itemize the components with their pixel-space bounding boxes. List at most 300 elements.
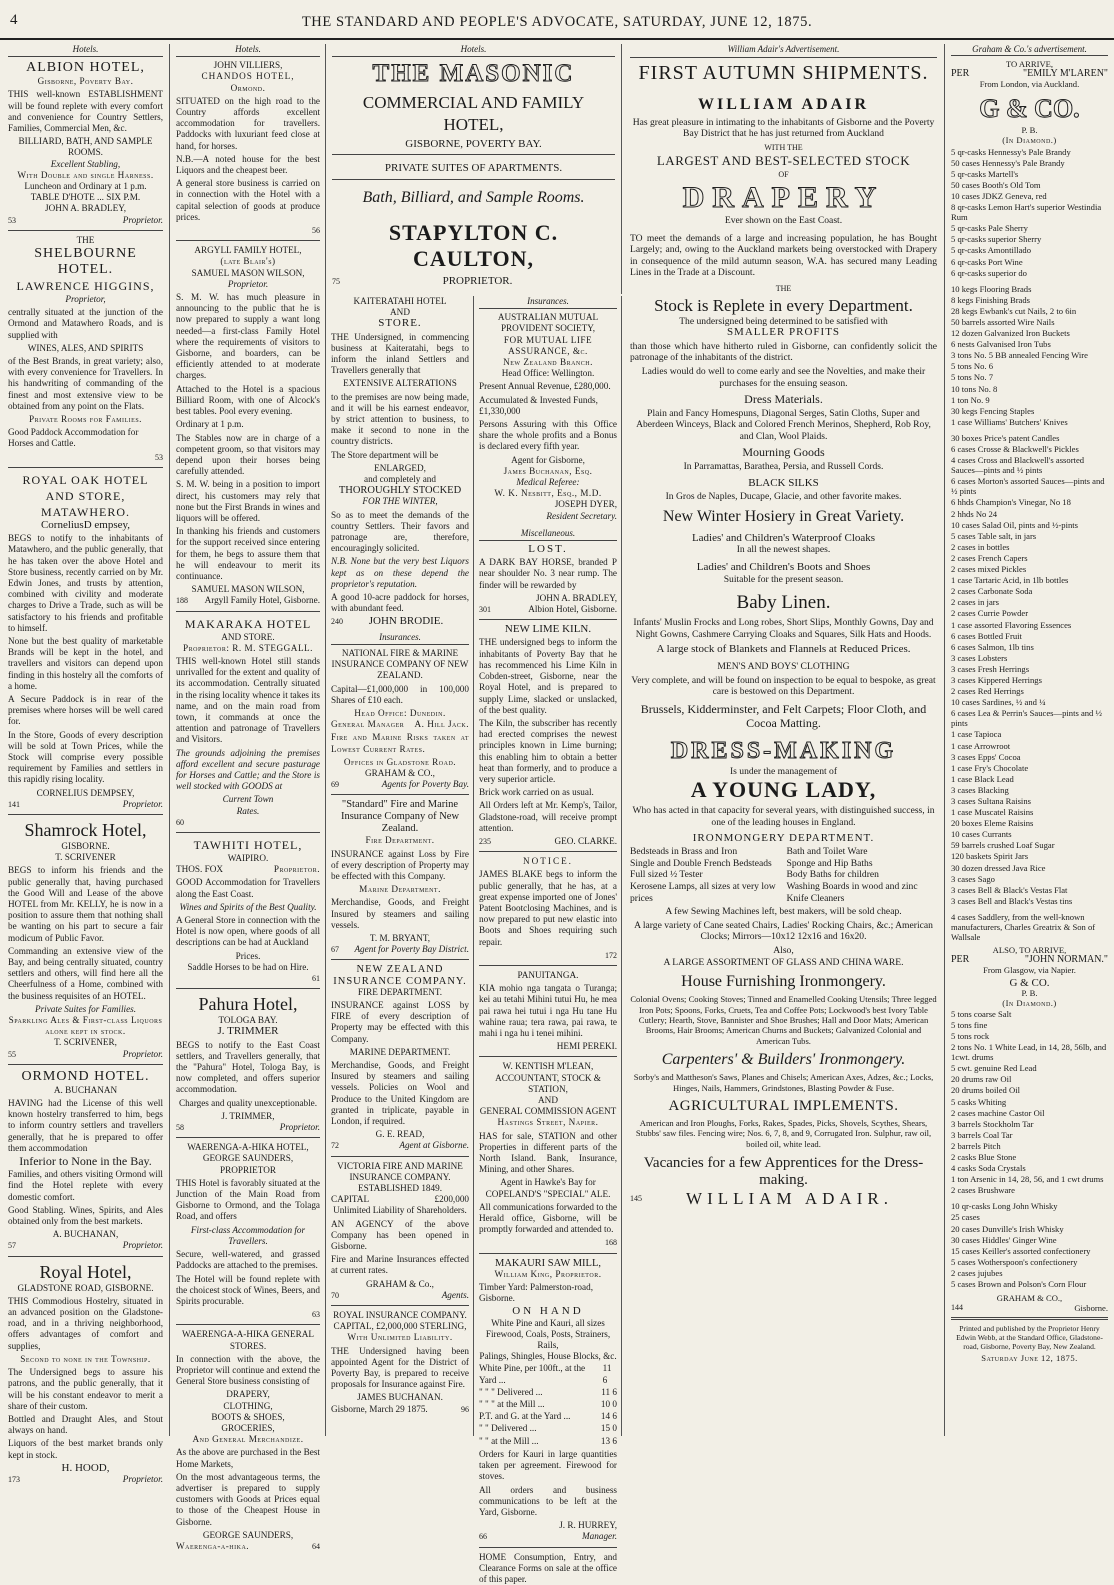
list-item: 2 cases Brushware bbox=[951, 1185, 1015, 1196]
list-item: 10 cases Sardines, ½ and ¼ bbox=[951, 697, 1046, 708]
ad-and-store: AND STORE. bbox=[221, 631, 275, 642]
price-s: 10 bbox=[600, 1399, 611, 1410]
ad-title: VICTORIA FIRE AND MARINE INSURANCE COMPANY. bbox=[337, 1160, 463, 1182]
ad-stocked: THOROUGHLY STOCKED bbox=[338, 485, 462, 497]
kaiteratahi-hotel-ad bbox=[331, 296, 469, 628]
mens-clothing: MEN'S AND BOYS' CLOTHING bbox=[717, 661, 850, 672]
royal-hotel-ad bbox=[8, 1261, 163, 1485]
nz-insurance-ad bbox=[331, 964, 469, 1151]
ad-subtitle: ACCOUNTANT, STOCK & STATION, bbox=[495, 1072, 601, 1094]
ad-lunch: Luncheon and Ordinary at 1 p.m. bbox=[24, 181, 147, 192]
ad-title: W. KENTISH M'LEAN, bbox=[502, 1061, 594, 1072]
ad-dept: FIRE DEPARTMENT. bbox=[357, 986, 443, 997]
ad-owner: A. BUCHANAN bbox=[53, 1084, 118, 1095]
replete: Stock is Replete in every Department. bbox=[654, 295, 913, 315]
list-item: 1 ton Arsenic in 14, 28, 56, and 1 cwt drums bbox=[951, 1174, 1104, 1185]
list-item: 5 qr-casks Martell's bbox=[951, 168, 1019, 179]
amp-society-ad bbox=[479, 312, 617, 522]
ad-item: DRAPERY, bbox=[226, 1389, 270, 1400]
agricultural-list: American and Iron Ploughs, Forks, Rakes, Spades, Picks, Shovels, Scythes, Shears, Stubbs' saw files. Fencing wire; Nos. 6, 7, 8, and 9, Corrugated Iron. Sulphur, raw oil, boiled oil, white lead. bbox=[635, 1117, 932, 1149]
ad-body: Orders for Kauri in large quantities taken per agreement. Firewood for stoves. bbox=[479, 1448, 617, 1482]
list-item: 2 cases Red Herrings bbox=[951, 686, 1024, 697]
ad-number: 72 bbox=[331, 1141, 339, 1151]
ad-body-2: Commanding an extensive view of the Bay, and being centrally situated, country settlers and others, will find here all the Cheerfulness of a Home, combined with the business requisites of an HOTEL. bbox=[8, 945, 163, 1001]
ad-wines: Wines and Spirits of the Best Quality. bbox=[179, 901, 317, 912]
carpenters-heading: Carpenters' & Builders' Ironmongery. bbox=[661, 1051, 906, 1069]
imprint-date: Saturday June 12, 1875. bbox=[981, 1353, 1078, 1364]
ad-agent: T. M. BRYANT, bbox=[369, 932, 431, 943]
list-item: Body Baths for children bbox=[786, 869, 879, 881]
ad-agent: GRAHAM & Co., bbox=[366, 1278, 434, 1289]
ad-owner: GEORGE SAUNDERS, PROPRIETOR bbox=[202, 1153, 294, 1175]
agricultural-heading: AGRICULTURAL IMPLEMENTS. bbox=[668, 1097, 899, 1114]
list-item: 5 qr-casks Hennessy's Pale Brandy bbox=[951, 146, 1071, 157]
price-desc: " " " at the Mill ... bbox=[479, 1399, 545, 1410]
victoria-insurance-ad bbox=[331, 1161, 469, 1301]
ad-body-2: to the premises are now being made, and it will be his earnest endeavor, by strict attention to business, to make it second to none in the country districts. bbox=[331, 391, 469, 447]
ad-proprietor: GEO. CLARKE. bbox=[554, 835, 617, 846]
ad-agent: GRAHAM & CO., bbox=[365, 767, 435, 778]
argyll-hotel-ad bbox=[176, 245, 320, 606]
carpets: Brussels, Kidderminster, and Felt Carpets; Floor Cloth, and Cocoa Matting. bbox=[640, 701, 927, 730]
ironmongery-heading: IRONMONGERY DEPARTMENT. bbox=[692, 831, 875, 844]
imprint: Printed and published by the Proprietor Henry Edwin Webb, at the Standard Office, Gladstone-road, Gisborne, Poverty Bay, New Zealand. bbox=[956, 1324, 1103, 1352]
ad-body-4: The Stables now are in charge of a competent groom, so that visitors may depend upon their horses being carefully attended. bbox=[176, 432, 320, 477]
list-item: 20 cases Dunville's Irish Whisky bbox=[951, 1223, 1064, 1234]
ad-title: ROYAL OAK HOTEL AND STORE, MATAWHERO. bbox=[22, 472, 149, 519]
ad-offices: Offices in Gladstone Road. bbox=[343, 756, 457, 767]
brand-diamond: (In Diamond.) bbox=[1002, 135, 1057, 146]
section-heading: Graham & Co.'s advertisement. bbox=[951, 44, 1108, 56]
ad-number: 141 bbox=[8, 799, 20, 809]
ad-body-2: The grounds adjoining the premises afford excellent and secure pasturage for Horses and Cattle; and the Store is well stocked with GOODS at bbox=[176, 747, 320, 792]
ad-prices: Prices. bbox=[235, 950, 261, 961]
ad-agent-title: Agents for Poverty Bay. bbox=[381, 779, 469, 790]
ad-location: TOLOGA BAY. bbox=[218, 1015, 278, 1026]
ad-number: 235 bbox=[479, 836, 491, 846]
price-desc: P.T. and G. at the Yard ... bbox=[479, 1411, 571, 1422]
list-item: 2 cases French Capers bbox=[951, 552, 1028, 563]
blankets: A large stock of Blankets and Flannels at Reduced Prices. bbox=[656, 643, 911, 656]
ad-by: CorneliusD empsey, bbox=[40, 518, 131, 531]
list-item: 2 cases in bottles bbox=[951, 541, 1010, 552]
list-item: 2 casks Blue Stone bbox=[951, 1152, 1017, 1162]
ad-saddle: Saddle Horses to be had on Hire. bbox=[187, 961, 309, 972]
notice-ad bbox=[479, 856, 617, 961]
ad-ale: COPELAND'S "SPECIAL" ALE. bbox=[485, 1188, 611, 1199]
ironmongery-list-left bbox=[630, 846, 781, 904]
ad-number: 172 bbox=[605, 950, 617, 960]
ad-body: GOOD Accommodation for Travellers along the East Coast. bbox=[176, 877, 320, 899]
ad-proprietor: HEMI PEREKI. bbox=[556, 1041, 617, 1052]
list-item: 6 hhds Champion's Vinegar, No 18 bbox=[951, 497, 1071, 508]
ad-number: 75 bbox=[332, 276, 340, 286]
ad-proprietor: JOHN A. BRADLEY, bbox=[45, 203, 126, 214]
ad-title: WAERENGA-A-HIKA GENERAL STORES. bbox=[182, 1329, 314, 1351]
ad-body: JAMES BLAKE begs to inform the public generally, that he has, at a great expense imported one of Jones' Patent Bootclosing Machines, and is now prepared to put new elastic into Boots and Shoes requiring such repair. bbox=[479, 869, 617, 947]
smaller-profits: SMALLER PROFITS bbox=[726, 326, 841, 339]
ad-dept-2: MARINE DEPARTMENT. bbox=[349, 1046, 451, 1057]
ad-body: THE Undersigned, in commencing business at Kaiteratahi, begs to inform the inland Settlers and Travellers generally that bbox=[331, 331, 469, 376]
ad-wines: WINES, ALES, AND SPIRITS bbox=[27, 342, 144, 353]
ad-proprietor-title: Proprietor. bbox=[122, 798, 163, 809]
section-heading: Hotels. bbox=[332, 44, 615, 57]
list-item: 5 tons rock bbox=[951, 1030, 990, 1041]
list-item: 5 qr-casks Amontillado bbox=[951, 245, 1032, 256]
shelbourne-hotel-ad bbox=[8, 235, 163, 463]
ad-body-4: In the Store, Goods of every description will be sold at Town Prices, while the Stock will comprise every possible requirement by Families and settlers in this rapidly rising locality. bbox=[8, 729, 163, 785]
makauri-sawmill-ad bbox=[479, 1258, 617, 1543]
ad-agent-label: Agent for Gisborne, bbox=[511, 454, 585, 465]
ad-title: LOST. bbox=[528, 543, 568, 556]
section-heading: Hotels. bbox=[176, 44, 320, 57]
ad-body-3: A Secure Paddock is in rear of the premises where horses will be well cared for. bbox=[8, 693, 163, 727]
ad-title: ARGYLL FAMILY HOTEL, bbox=[194, 245, 302, 256]
ad-title: MAKARAKA HOTEL bbox=[184, 616, 312, 631]
section-heading: Miscellaneous. bbox=[479, 528, 617, 541]
list-item: 30 cases Hiddles' Ginger Wine bbox=[951, 1234, 1057, 1245]
ad-body: BEGS to inform his friends and the public generally that, having purchased the Good Will and Lease of the above HOTEL from Mr. KELLY, he is now in a position to assure them that nothing shall be wanting on his part to secure a fair modicum of Public Favor. bbox=[8, 865, 163, 943]
ad-on-hand: ON HAND bbox=[512, 1305, 584, 1318]
section-heading: Insurances. bbox=[331, 632, 469, 645]
section-heading: William Adair's Advertisement. bbox=[630, 44, 937, 58]
ad-liability: With Unlimited Liability. bbox=[347, 1332, 453, 1343]
list-item: 2 cases machine Castor Oil bbox=[951, 1107, 1045, 1118]
list-item: 3 cases Epps' Cocoa bbox=[951, 751, 1021, 762]
sewing-machines: A few Sewing Machines left, best makers, will be sold cheap. bbox=[665, 906, 902, 918]
ad-proprietor-title: Proprietor. bbox=[227, 278, 269, 289]
cargo-list-1 bbox=[951, 147, 1108, 943]
ad-nb: N.B. None but the very best Liquors kept as on these depend the proprietor's reputation. bbox=[331, 556, 469, 589]
ad-body: THIS well-known ESTABLISHMENT will be found replete with every comfort and convenience for Country Settlers, Families, Commercial Men, &c. bbox=[8, 89, 163, 134]
ad-item: And General Merchandize. bbox=[192, 1434, 304, 1445]
price-row bbox=[479, 1436, 617, 1447]
ad-owner: LAWRENCE HIGGINS, bbox=[16, 279, 155, 294]
the: THE bbox=[775, 283, 792, 293]
ad-harness: With Double and single Harness. bbox=[17, 169, 154, 180]
newspaper-title: THE STANDARD AND PEOPLE'S ADVOCATE, SATURDAY, JUNE 12, 1875. bbox=[301, 14, 813, 30]
price-d: 6 bbox=[602, 1374, 608, 1385]
ad-agent-label: Agent in Hawke's Bay for bbox=[500, 1177, 596, 1188]
price-row bbox=[479, 1363, 617, 1385]
ad-body-2: A General Store in connection with the Hotel is now open, where goods of all descriptions can be had at Auckland bbox=[176, 915, 320, 948]
ad-title: NEW ZEALAND INSURANCE COMPANY. bbox=[333, 964, 467, 987]
black-silks: BLACK SILKS bbox=[748, 476, 819, 489]
column-6 bbox=[945, 44, 1114, 1436]
list-item: 5 tons fine bbox=[951, 1019, 988, 1030]
ad-body-3: Brick work carried on as usual. bbox=[479, 787, 594, 798]
ad-title: PANUITANGA. bbox=[517, 969, 579, 980]
list-item: 6 nests Galvanised Iron Tubs bbox=[951, 339, 1051, 350]
ad-number: 58 bbox=[176, 1123, 184, 1133]
ad-proprietor: GEORGE SAUNDERS, bbox=[202, 1529, 294, 1540]
ad-body-2: The Undersigned begs to assure his patrons, and the public generally, that it will be his constant endeavor to merit a share of their custom. bbox=[8, 1367, 163, 1411]
list-item: 50 cases Hennessy's Pale Brandy bbox=[951, 157, 1065, 168]
ad-suites: PRIVATE SUITES OF APARTMENTS. bbox=[384, 162, 563, 175]
ad-owner: William King, Proprietor. bbox=[494, 1268, 602, 1279]
list-item: 30 boxes Price's patent Candles bbox=[951, 432, 1060, 443]
list-item: 3 cases Lobsters bbox=[951, 652, 1008, 663]
ad-title: WAERENGA-A-HIKA HOTEL, bbox=[187, 1142, 309, 1153]
ad-body-2: All orders and business communications to be left at the Yard, Gisborne. bbox=[479, 1484, 617, 1517]
per-label: PER bbox=[951, 68, 970, 80]
ad-item: Palings, Shingles, House Blocks, &c. bbox=[479, 1351, 617, 1362]
chandos-hotel-ad bbox=[176, 60, 320, 236]
waerenga-stores-ad bbox=[176, 1329, 320, 1552]
cargo-list-2 bbox=[951, 1009, 1108, 1289]
ad-agent-title: Agents. bbox=[441, 1289, 469, 1300]
ad-title: SHELBOURNE HOTEL. bbox=[34, 246, 137, 278]
ad-item: BOOTS & SHOES, bbox=[211, 1411, 285, 1422]
list-item: 1 case Muscatel Raisins bbox=[951, 807, 1034, 818]
drapery-headline: DRAPERY bbox=[682, 180, 885, 214]
list-item: 5 cases Table salt, in jars bbox=[951, 530, 1037, 541]
price-d: 0 bbox=[612, 1399, 617, 1410]
list-item bbox=[951, 428, 1108, 432]
panuitanga-ad bbox=[479, 970, 617, 1052]
column-4 bbox=[474, 296, 622, 1584]
young-lady: A YOUNG LADY, bbox=[690, 777, 877, 803]
ad-capital-amount: £200,000 bbox=[434, 1194, 469, 1205]
ad-location: GISBORNE, POVERTY BAY. bbox=[405, 138, 542, 151]
list-item: 3 barrels Stockholm Tar bbox=[951, 1118, 1034, 1129]
list-item: 30 dozen dressed Java Rice bbox=[951, 862, 1046, 873]
list-item: Washing Boards in wood and zinc bbox=[786, 880, 918, 892]
brand-mark: G & CO. bbox=[979, 94, 1080, 124]
brand-mark-2: G & CO. bbox=[1009, 976, 1050, 989]
ad-number: 69 bbox=[331, 780, 339, 790]
ad-first: First-class Accommodation for Travellers. bbox=[190, 1224, 306, 1246]
ad-table: TABLE D'HOTE ... SIX P.M. bbox=[30, 192, 141, 203]
price-s: 14 bbox=[600, 1411, 611, 1422]
ad-proprietor-title: Proprietor. bbox=[273, 864, 320, 875]
list-item: 20 drums raw Oil bbox=[951, 1074, 1012, 1085]
ad-proprietor-title: Proprietor. bbox=[279, 1122, 320, 1133]
list-item: 3 barrels Coal Tar bbox=[951, 1129, 1013, 1140]
ad-title: CHANDOS HOTEL, bbox=[201, 71, 295, 82]
list-item: Kerosene Lamps, all sizes at very low prices bbox=[630, 880, 776, 904]
ad-body-2: Fire and Marine Insurances effected at current rates. bbox=[331, 1254, 469, 1276]
list-item: 2 cases Currie Powder bbox=[951, 608, 1029, 619]
with-the: WITH THE bbox=[764, 142, 803, 152]
column-5 bbox=[622, 44, 945, 1436]
ad-owner: JOHN VILLIERS, bbox=[213, 60, 283, 71]
ad-stabling: Excellent Stabling, bbox=[50, 158, 121, 169]
ad-nb: N.B.—A noted house for the best Liquors and the cheapest beer. bbox=[176, 153, 320, 176]
ad-title: Royal Hotel, bbox=[39, 1261, 132, 1282]
list-item: 10 kegs Flooring Brads bbox=[951, 283, 1032, 294]
ad-body: THIS Hotel is favorably situated at the Junction of the Main Road from Gisborne to Ormond, and the Tolaga Road, and offers bbox=[176, 1177, 320, 1222]
ad-body-4: Liquors of the best market brands only kept in stock. bbox=[8, 1438, 163, 1460]
ad-proprietor-title: PROPRIETOR. bbox=[442, 274, 513, 287]
ad-the: THE bbox=[76, 234, 95, 245]
list-item: 50 barrels assorted Wire Nails bbox=[951, 316, 1055, 327]
ad-number: 55 bbox=[8, 1049, 16, 1059]
ad-body: SITUATED on the high road to the Country affords excellent accommodation for travellers. Paddocks with luxuriant feed close at hand, for horses. bbox=[176, 95, 320, 151]
ad-private: Private Rooms for Families. bbox=[29, 414, 142, 425]
list-item: 3 cases Bell & Black's Vestas Flat bbox=[951, 884, 1068, 895]
mourning-list: In Parramattas, Barathea, Persia, and Russell Cords. bbox=[683, 461, 884, 473]
ad-liability: Unlimited Liability of Shareholders. bbox=[333, 1205, 467, 1216]
chairs: A large variety of Cane seated Chairs, Ladies' Rocking Chairs, &c.; American Clocks; Mirrors—10x12 12x16 and 16x20. bbox=[634, 919, 933, 943]
section-heading: Insurances. bbox=[479, 296, 617, 309]
ad-location: Gisborne, Poverty Bay. bbox=[37, 76, 134, 87]
list-item: 20 drums boiled Oil bbox=[951, 1085, 1020, 1096]
ad-title: ORMOND HOTEL. bbox=[21, 1068, 150, 1084]
ad-number: 57 bbox=[8, 1241, 16, 1251]
ad-funds: Accumulated & Invested Funds, £1,330,000 bbox=[479, 394, 598, 416]
price-d: 0 bbox=[612, 1423, 617, 1434]
ad-body: INSURANCE against LOSS by FIRE of every description of Property may be effected with this Company. bbox=[331, 999, 469, 1044]
ad-body-3: On the most advantageous terms, the advertiser is prepared to supply customers with Goods at Prices equal to those of the Cheapest House in Gisborne. bbox=[176, 1471, 320, 1527]
body-3: than those which have hitherto ruled in Gisborne, can confidently solicit the patronage of the inhabitants of the district. bbox=[630, 340, 937, 364]
list-item: 120 baskets Spirit Jars bbox=[951, 851, 1029, 862]
list-item: 15 cases Keiller's assorted confectionery bbox=[951, 1245, 1091, 1256]
column-1 bbox=[0, 44, 170, 1484]
ship-from: From Glasgow, via Napier. bbox=[983, 965, 1076, 976]
list-item: 4 cases Saddlery, from the well-known manufacturers, Charles Greatrix & Son of Wallsale bbox=[951, 911, 1096, 943]
lost-horse-ad bbox=[479, 544, 617, 615]
ad-body: THE undersigned begs to inform the inhabitants of Poverty Bay that he has recommenced his Lime Kiln in Cobden-street, Gisborne, near the Royal Hotel, and is prepared to supply Lime, slacked or unslacked, of the best quality. bbox=[479, 637, 617, 715]
ormond-hotel-ad bbox=[8, 1069, 163, 1252]
ad-body: THIS well-known Hotel still stands unrivalled for the extent and quality of its accommodation. Centrally situated in the rising locality whence it takes its name, and on the main road from town, it commands at once the attention and patronage of Travellers and Visitors. bbox=[176, 655, 320, 745]
ad-title: "Standard" Fire and Marine Insurance Company of New Zealand. bbox=[340, 799, 460, 835]
ad-rates: Rates. bbox=[236, 805, 260, 816]
brand-pb: P. B. bbox=[1021, 125, 1038, 136]
list-item: 5 qr-casks Pale Sherry bbox=[951, 223, 1028, 234]
list-item: 2 hhds No 24 bbox=[951, 508, 998, 519]
ad-dept: Fire Department. bbox=[365, 835, 435, 846]
list-item: 10 cases JDKZ Geneva, red bbox=[951, 190, 1047, 201]
ad-secretary-title: Resident Secretary. bbox=[546, 510, 617, 521]
ad-body-2: All communications forwarded to the Herald office, Gisborne, will be promptly forwarded and attended to. bbox=[479, 1201, 617, 1235]
ad-referee: W. K. Nesbitt, Esq., M.D. bbox=[494, 488, 602, 499]
price-d: 6 bbox=[612, 1435, 617, 1446]
price-row bbox=[479, 1387, 617, 1398]
list-item: 28 kegs Ewbank's cut Nails, 2 to 6in bbox=[951, 305, 1077, 316]
ad-branch: New Zealand Branch. bbox=[503, 357, 593, 368]
ad-proprietor-title: Proprietor. bbox=[122, 1473, 163, 1484]
ad-signer: JOHN A. BRADLEY, bbox=[536, 592, 617, 603]
ad-number: 66 bbox=[479, 1532, 487, 1542]
list-item: 50 cases Booth's Old Tom bbox=[951, 179, 1041, 190]
list-item: 6 cases Bottled Fruit bbox=[951, 630, 1022, 641]
list-item: 10 qr-casks Long John Whisky bbox=[951, 1201, 1058, 1212]
ad-number: 53 bbox=[155, 452, 163, 462]
signature: GRAHAM & CO., bbox=[996, 1293, 1063, 1304]
ad-owner: T. SCRIVENER bbox=[55, 852, 116, 863]
baby-linen: Baby Linen. bbox=[736, 592, 831, 614]
ad-location: GLADSTONE ROAD, GISBORNE. bbox=[17, 1282, 154, 1293]
ad-agent-title: Agent at Gisborne. bbox=[399, 1140, 469, 1151]
ship-from: From London, via Auckland. bbox=[979, 79, 1080, 90]
ever-shown: Ever shown on the East Coast. bbox=[724, 214, 843, 226]
ad-extensive: EXTENSIVE ALTERATIONS bbox=[343, 378, 457, 389]
ad-proprietor-title: Proprietor. bbox=[122, 214, 163, 225]
ad-body-5: So as to meet the demands of the country Settlers. Their favors and patronage are, therefore, encouragingly solicited. bbox=[331, 509, 469, 554]
ad-signer-address: Albion Hotel, Gisborne. bbox=[528, 604, 617, 615]
list-item: Full sized ½ Tester bbox=[630, 869, 703, 881]
ad-late: (late Blair's) bbox=[220, 256, 276, 267]
ad-current: Current Town bbox=[222, 794, 274, 805]
ad-proprietor: J. R. HURREY, bbox=[559, 1520, 617, 1531]
ad-manager-name: A. Hill Jack. bbox=[414, 719, 469, 730]
ad-body-4: All Orders left at Mr. Kemp's, Tailor, Gladstone-road, will receive prompt attention. bbox=[479, 800, 617, 833]
ad-item: Firewood, Coals, Posts, Strainers, Rails, bbox=[485, 1328, 611, 1351]
list-item: 6 cases Salmon, 1lb tins bbox=[951, 641, 1034, 652]
ad-body-2: As the above are purchased in the Best Home Markets, bbox=[176, 1447, 320, 1469]
list-item: 1 ton No. 9 bbox=[951, 394, 990, 405]
ad-office: Head Office: Wellington. bbox=[501, 368, 595, 379]
ad-title: MAKAURI SAW MILL, bbox=[494, 1257, 601, 1269]
list-item: 1 case Fry's Chocolate bbox=[951, 762, 1029, 773]
list-item: 3 cases Sago bbox=[951, 873, 995, 884]
price-d: 6 bbox=[612, 1386, 617, 1397]
waerenga-hotel-ad bbox=[176, 1142, 320, 1320]
largest-stock: LARGEST AND BEST-SELECTED STOCK bbox=[656, 153, 911, 169]
ad-capital: CAPITAL, £2,000,000 STERLING, bbox=[333, 1321, 467, 1332]
masonic-hotel-ad bbox=[326, 44, 622, 294]
list-item: 3 cases Bell and Black's Vestas tins bbox=[951, 895, 1073, 906]
list-item: 1 case Williams' Butchers' Knives bbox=[951, 416, 1068, 427]
ad-body-2: A general store business is carried on in connection with the Hotel with a capital selection of goods at produce prices. bbox=[176, 178, 320, 222]
ad-body-2: Attached to the Hotel is a spacious Billiard Room, with one of Alcock's best tables. Pool every evening. bbox=[176, 383, 320, 417]
price-desc: White Pine, per 100ft., at the Yard ... bbox=[479, 1363, 586, 1385]
ad-location: WAIPIRO. bbox=[227, 853, 269, 863]
ad-second: Second to none in the Township. bbox=[20, 1353, 151, 1364]
ad-paddock: Good Paddock Accommodation for Horses and Cattle. bbox=[8, 427, 139, 449]
list-item: 2 tons No. 1 White Lead, in 14, 28, 56lb, and 1cwt. drums bbox=[951, 1042, 1107, 1063]
price-desc: " " Delivered ... bbox=[479, 1423, 537, 1434]
lime-kiln-ad bbox=[479, 624, 617, 847]
ad-owner: THOS. FOX bbox=[176, 864, 223, 875]
ad-item: GROCERIES, bbox=[221, 1422, 275, 1433]
ad-body: THE Undersigned having been appointed Agent for the District of Poverty Bay, is prepared to receive proposals for Insurance against Fire. bbox=[331, 1345, 469, 1390]
price-row bbox=[479, 1423, 617, 1434]
makaraka-hotel-ad bbox=[176, 616, 320, 828]
hosiery: New Winter Hosiery in Great Variety. bbox=[662, 507, 905, 525]
baby-list: Infants' Muslin Frocks and Long robes, Short Slips, Monthly Gowns, Day and Night Gowns, Cashmere Carrying Cloaks and Squares, Silk Hats and Hoods. bbox=[633, 617, 934, 640]
ad-subtitle: COMMERCIAL AND FAMILY HOTEL, bbox=[362, 93, 585, 135]
ad-number: 145 bbox=[630, 1194, 642, 1204]
list-item bbox=[951, 907, 1108, 911]
ad-number: 301 bbox=[479, 605, 491, 615]
ad-number: 56 bbox=[312, 226, 320, 236]
ad-rooms: BILLIARD, BATH, AND SAMPLE ROOMS. bbox=[18, 136, 153, 158]
ad-number: 188 bbox=[176, 596, 188, 606]
ad-number: 63 bbox=[312, 1310, 320, 1320]
list-item: 3 cases Blacking bbox=[951, 784, 1009, 795]
glass-china: A LARGE ASSORTMENT OF GLASS AND CHINA WARE. bbox=[663, 956, 904, 968]
list-item: 5 cwt. genuine Red Lead bbox=[951, 1063, 1037, 1074]
dress-list: Plain and Fancy Homespuns, Diagonal Serges, Satin Cloths, Super and Aberdeen Winceys, Black and Colored French Merinos, Shepherd, Rob Roy, and Clan, Wool Plaids. bbox=[636, 407, 931, 442]
list-item: 2 cases jujubes bbox=[951, 1267, 1003, 1278]
ad-title: NATIONAL FIRE & MARINE INSURANCE COMPANY OF NEW ZEALAND. bbox=[331, 647, 469, 681]
list-item bbox=[951, 279, 1108, 283]
ad-wines: Sparkling Ales & First-class Liquors alone kept in stock. bbox=[8, 1015, 163, 1037]
young-lady-sub: Who has acted in that capacity for several years, with distinguished success, in one of the leading houses in England. bbox=[632, 805, 935, 828]
ad-body-5: S. M. W. being in a position to import direct, his customers may rely that none but the First Brands in wines and liquors will be offered. bbox=[176, 479, 320, 523]
ad-number: 61 bbox=[312, 974, 320, 984]
ad-proprietor: A. BUCHANAN, bbox=[52, 1229, 119, 1240]
list-item: 5 cases Wotherspoon's confectionery bbox=[951, 1256, 1078, 1267]
ad-item: CLOTHING, bbox=[223, 1400, 273, 1411]
ad-subtitle: FOR MUTUAL LIFE ASSURANCE, &c. bbox=[503, 334, 593, 356]
ad-body: HAS for sale, STATION and other Properties in different parts of the North Island. Bank, Insurance, Mining, and other Shares. bbox=[479, 1130, 617, 1175]
ad-address: Argyll Family Hotel, Gisborne. bbox=[204, 595, 320, 606]
ad-title: ROYAL INSURANCE COMPANY. bbox=[333, 1310, 467, 1321]
adair-body: TO meet the demands of a large and increasing population, he has Bought Largely; and, owing to the Auckland markets being overstocked with Drapery in consequence of the mild autumn season, W.A. has secured many Leading Lines in the Trade at a Discount. bbox=[630, 232, 937, 279]
